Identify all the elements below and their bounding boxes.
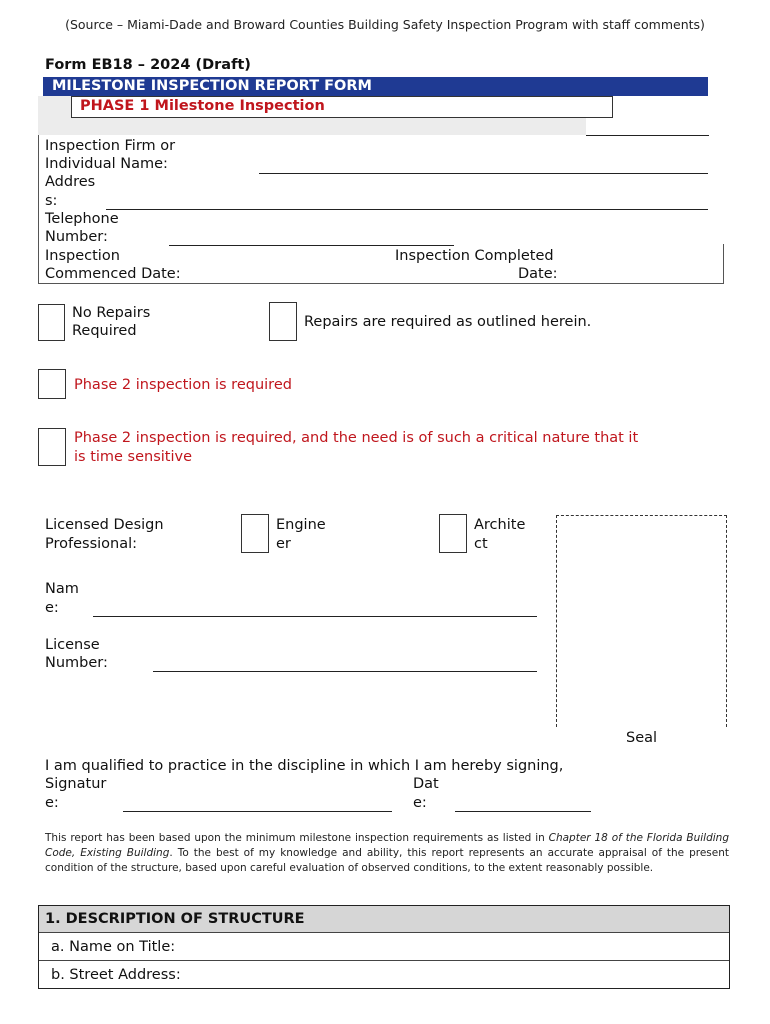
engineer-checkbox[interactable]	[241, 514, 269, 553]
phase2-required-label: Phase 2 inspection is required	[74, 377, 292, 393]
commenced-label-line2: Commenced Date:	[45, 266, 181, 282]
disclaimer-part1: This report has been based upon the minimum milestone inspection requirements as listed in	[45, 832, 549, 844]
date-label-line2: e:	[413, 795, 427, 811]
seal-label: Seal	[626, 730, 658, 746]
qualification-statement: I am qualified to practice in the discipline in which I am hereby signing,	[45, 758, 564, 774]
professional-label-line1: Licensed Design	[45, 517, 164, 533]
disclaimer-part2: . To the best of my knowledge and ability, this report represents an accurate appraisal of the present condition of the structure, based upon careful evaluation of observed conditions, to the extent reasonably possible.	[45, 847, 730, 874]
seal-area[interactable]	[556, 515, 727, 727]
no-repairs-label-line2: Required	[72, 323, 137, 339]
firm-label-line1: Inspection Firm or	[45, 138, 176, 154]
license-number-field[interactable]	[153, 671, 537, 672]
name-label-line1: Nam	[45, 581, 79, 597]
address-label-line1: Addres	[45, 174, 96, 190]
engineer-label-line1: Engine	[276, 517, 326, 533]
signature-label-line2: e:	[45, 795, 59, 811]
disclaimer-paragraph	[45, 831, 729, 876]
date-label-line1: Dat	[413, 776, 439, 792]
commenced-label-line1: Inspection	[45, 248, 120, 264]
professional-label-line2: Professional:	[45, 536, 138, 552]
info-box-right-edge	[723, 244, 724, 284]
no-repairs-checkbox[interactable]	[38, 304, 65, 341]
architect-label-line2: ct	[474, 536, 488, 552]
completed-label-line1: Inspection Completed	[395, 248, 554, 264]
phase2-required-checkbox[interactable]	[38, 369, 66, 399]
form-title-bar: MILESTONE INSPECTION REPORT FORM	[43, 77, 708, 96]
address-label-line2: s:	[45, 193, 58, 209]
completed-label-line2: Date:	[518, 266, 558, 282]
license-label-line1: License	[45, 637, 100, 653]
form-number: Form EB18 – 2024 (Draft)	[45, 57, 251, 73]
architect-checkbox[interactable]	[439, 514, 467, 553]
firm-name-field[interactable]	[259, 173, 708, 174]
phase-label: PHASE 1 Milestone Inspection	[71, 96, 613, 118]
professional-name-field[interactable]	[93, 616, 537, 617]
source-note: (Source – Miami-Dade and Broward Counties Building Safety Inspection Program with staff comments)	[65, 17, 705, 32]
architect-label-line1: Archite	[474, 517, 526, 533]
signature-date-field[interactable]	[455, 811, 591, 812]
telephone-label-line2: Number:	[45, 229, 108, 245]
phase2-critical-label-line1: Phase 2 inspection is required, and the need is of such a critical nature that it	[74, 430, 639, 446]
telephone-label-line1: Telephone	[45, 211, 119, 227]
license-label-line2: Number:	[45, 655, 108, 671]
signature-field[interactable]	[123, 811, 392, 812]
description-table	[38, 905, 730, 989]
engineer-label-line2: er	[276, 536, 291, 552]
firm-label-line2: Individual Name:	[45, 156, 168, 172]
no-repairs-label-line1: No Repairs	[72, 305, 151, 321]
repairs-required-label: Repairs are required as outlined herein.	[304, 314, 592, 330]
phase2-critical-checkbox[interactable]	[38, 428, 66, 466]
name-label-line2: e:	[45, 600, 59, 616]
signature-label-line1: Signatur	[45, 776, 107, 792]
address-field[interactable]	[106, 209, 708, 210]
street-address-row[interactable]: b. Street Address:	[51, 967, 181, 983]
repairs-required-checkbox[interactable]	[269, 302, 297, 341]
description-heading: 1. DESCRIPTION OF STRUCTURE	[39, 906, 729, 933]
telephone-field[interactable]	[169, 245, 454, 246]
phase2-critical-label-line2: is time sensitive	[74, 449, 193, 465]
name-on-title-row[interactable]: a. Name on Title:	[39, 933, 729, 961]
disclaimer-code-reference: Chapter 18 of the Florida Building Code, Existing Building	[45, 832, 729, 859]
